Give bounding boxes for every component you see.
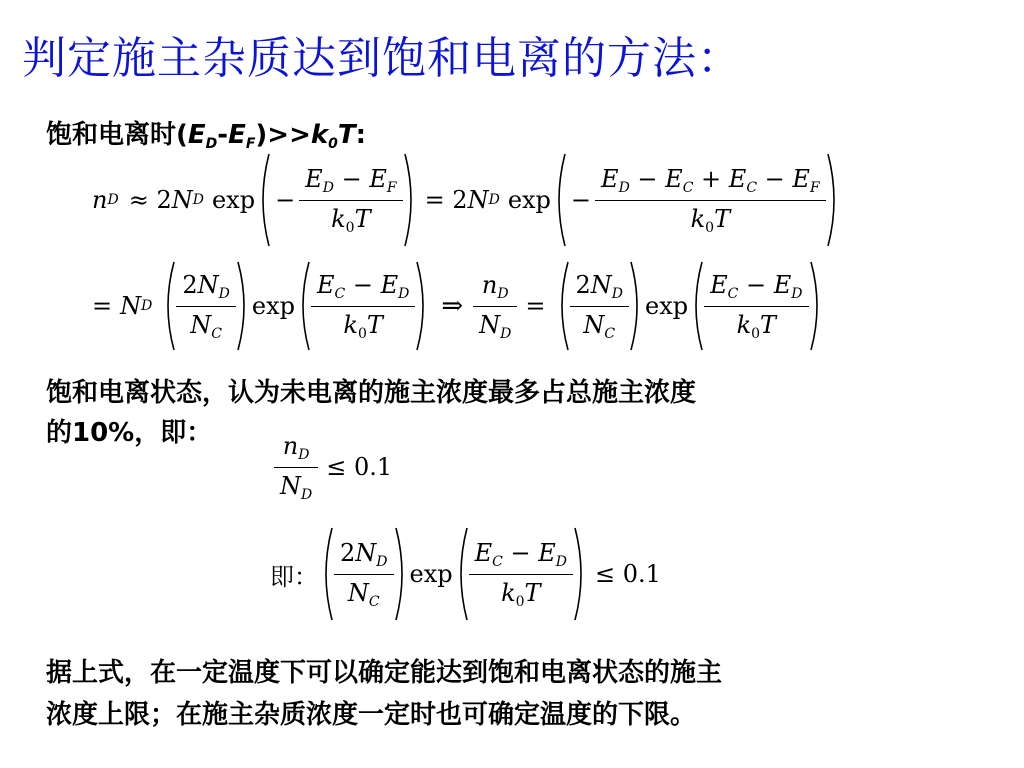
subscript-f: F xyxy=(245,136,256,152)
right-paren xyxy=(826,152,842,248)
fraction-ed-ef: $\frac{E_D - E_F}{k_0T}$ xyxy=(299,165,402,236)
fraction-2nd-nc: $\frac{2N_D}{N_C}$ xyxy=(176,271,236,342)
page-title: 判定施主杂质达到饱和电离的方法： xyxy=(22,33,742,84)
temperature-symbol: T xyxy=(337,120,356,150)
left-paren xyxy=(255,152,271,248)
inequality-2: 即： $\frac{2N_D}{N_C}$ exp $\frac{E_C - E_D}{k_0T}$ ≤ 0.1 xyxy=(270,524,661,624)
conclusion-line2: 浓度上限；在施主杂质浓度一定时也可确定温度的下限。 xyxy=(46,700,697,730)
saturation-condition-heading xyxy=(46,114,366,152)
minus-sign: - xyxy=(217,120,229,150)
subscript-zero: 0 xyxy=(328,136,338,152)
heading-prefix: 饱和电离时( xyxy=(46,120,188,150)
subscript-d: D xyxy=(205,136,218,152)
ionization-state-text-line1: 饱和电离状态，认为未电离的施主浓度最多占总施主浓度 xyxy=(46,378,697,408)
colon: : xyxy=(355,120,367,150)
left-paren xyxy=(551,152,567,248)
implies-arrow: ⇒ xyxy=(441,291,464,321)
inequality-1: $\frac{n_D}{N_D}$ ≤ 0.1 xyxy=(274,424,392,510)
ionization-state-text-line2: 的10%，即： xyxy=(46,418,213,448)
fraction-ed-ec-ec-ef: $\frac{E_D - E_C + E_C - E_F}{k_0T}$ xyxy=(595,165,826,236)
fraction-ec-ed: $\frac{E_C - E_D}{k_0T}$ xyxy=(311,271,415,342)
energy-symbol: E xyxy=(187,120,206,150)
boltzmann-symbol: k xyxy=(310,120,329,150)
equation-line-1: n D ≈ 2 N D exp − $\frac{E_D - E_F}{k_0T}$ = 2 N D exp − $\frac{E_D - E_C + E_C - E_F}{k_0T}$ xyxy=(92,150,842,250)
right-paren xyxy=(403,152,419,248)
much-greater-sign: )>> xyxy=(255,120,311,150)
energy-symbol: E xyxy=(228,120,246,150)
fraction-nd-nd: $\frac{n_D}{N_D}$ xyxy=(473,271,517,342)
conclusion-line1: 据上式，在一定温度下可以确定能达到饱和电离状态的施主 xyxy=(46,658,723,688)
equation-line-2: = N D $\frac{2N_D}{N_C}$ exp $\frac{E_C - E_D}{k_0T}$ ⇒ $\frac{n_D}{N_D}$ = $\frac{2N_D}{N_C}$ exp $\frac{E_C - E_D}{k_0T}$ xyxy=(92,256,825,356)
